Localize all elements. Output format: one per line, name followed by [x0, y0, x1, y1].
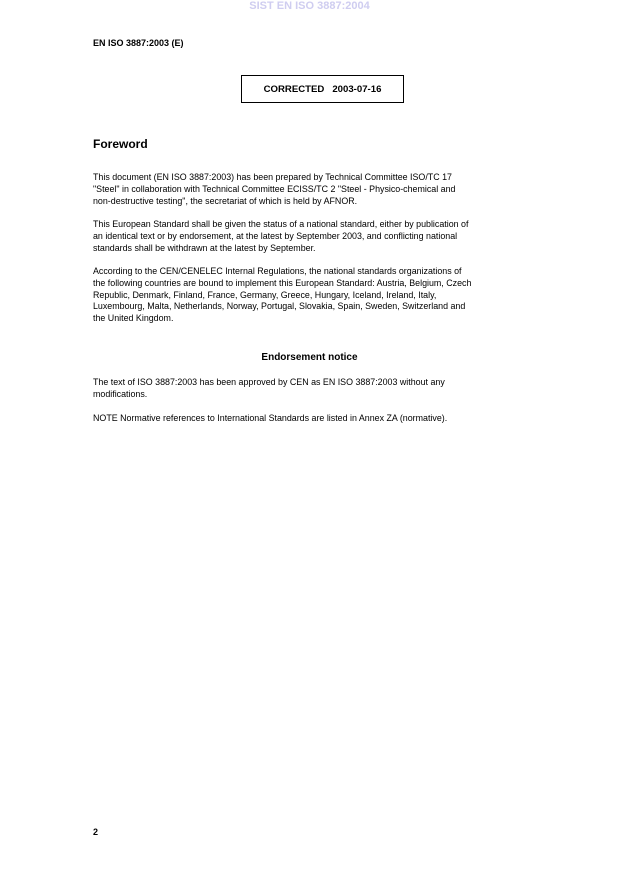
document-header: EN ISO 3887:2003 (E)	[93, 38, 184, 48]
watermark: SIST EN ISO 3887:2004	[249, 0, 370, 12]
text-line: Luxembourg, Malta, Netherlands, Norway, Portugal, Slovakia, Spain, Sweden, Switzerland and	[93, 301, 466, 312]
text-line: the following countries are bound to implement this European Standard: Austria, Belgium, Czech	[93, 277, 472, 288]
paragraph-endorsement	[93, 377, 445, 401]
text-line: non-destructive testing", the secretariat of which is held by AFNOR.	[93, 195, 358, 206]
text-line: According to the CEN/CENELEC Internal Regulations, the national standards organizations of	[93, 266, 462, 276]
corrected-stamp: CORRECTED 2003-07-16	[241, 75, 404, 103]
foreword-heading: Foreword	[93, 137, 148, 151]
text-line: This European Standard shall be given the status of a national standard, either by publication of	[93, 219, 469, 229]
text-line: standards shall be withdrawn at the latest by September.	[93, 242, 316, 253]
paragraph-preparation	[93, 172, 455, 207]
page-number: 2	[93, 827, 99, 837]
text-line: modifications.	[93, 388, 148, 399]
text-line: The text of ISO 3887:2003 has been approved by CEN as EN ISO 3887:2003 without any	[93, 377, 445, 387]
endorsement-heading: Endorsement notice	[261, 352, 358, 363]
text-line: "Steel" in collaboration with Technical Committee ECISS/TC 2 "Steel - Physico-chemical and	[93, 183, 456, 194]
text-line: NOTE Normative references to International Standards are listed in Annex ZA (normative).	[93, 413, 448, 423]
paragraph-countries	[93, 266, 471, 325]
text-line: the United Kingdom.	[93, 313, 174, 324]
note	[93, 413, 447, 425]
text-line: Republic, Denmark, Finland, France, Germany, Greece, Hungary, Iceland, Ireland, Italy,	[93, 289, 437, 300]
text-line: This document (EN ISO 3887:2003) has been prepared by Technical Committee ISO/TC 17	[93, 172, 452, 182]
paragraph-status	[93, 219, 468, 254]
text-line: an identical text or by endorsement, at the latest by September 2003, and conflicting national	[93, 230, 458, 241]
